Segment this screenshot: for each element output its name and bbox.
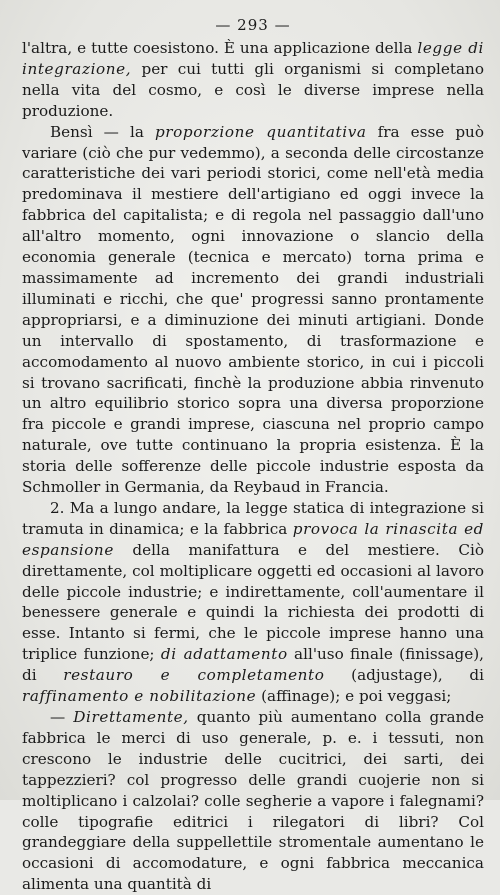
italic-text-run: di adattamento	[160, 645, 288, 664]
italic-text-run: legge di integrazione,	[22, 39, 484, 78]
italic-text-run: proporzione quantitativa	[154, 122, 367, 141]
text-run: l'altra, e tutte coesistono. È una applicazione della	[22, 39, 418, 57]
paragraph	[22, 707, 484, 895]
text-run: Bensì — la	[50, 122, 155, 141]
page-body	[22, 38, 484, 895]
paragraph	[22, 122, 484, 498]
italic-text-run: Direttamente,	[73, 708, 189, 726]
text-run: 2. Ma a lungo andare, la legge statica di integrazione si tramuta in dinamica; e la fabbrica	[22, 498, 484, 538]
italic-text-run: provoca la rinascita ed espansione	[22, 519, 484, 559]
text-run: (affinage); e poi veggasi;	[256, 687, 452, 706]
italic-text-run: raffinamento e nobilitazione	[22, 687, 257, 706]
text-run: fra esse può variare (ciò che pur vedemmo), a seconda delle circostanze caratteristiche dei vari periodi storici, come nell'età media predominava il mestiere dell'artigiano ed oggi invece la fabbrica del capitalista; e di regola nel passaggio dall'uno all'altro momento, ogni innovazione o slancio della economia generale (tecnica e mercato) torna prima e massimamente ad incremento dei grandi industriali illuminati e ricchi, che que' progressi sanno prontamente appropriarsi, e a diminuzione dei minuti artigiani. Donde un intervallo di spostamento, di trasformazione e accomodamento al nuovo ambiente storico, in cui i piccoli si trovano sacrificati, finchè la produzione abbia rinvenuto un altro equilibrio storico sopra una diversa proporzione fra piccole e grandi imprese, ciascuna nel proprio campo naturale, ove tutte continuano la propria esistenza. È la storia delle sofferenze delle piccole industrie esposta da Schmoller in Germania, da Reybaud in Francia.	[22, 122, 484, 497]
text-run: (adjustage), di	[324, 666, 484, 685]
text-run: —	[50, 708, 74, 726]
paragraph	[22, 38, 484, 122]
text-run: quanto più aumentano colla grande fabbrica le merci di uso generale, p. e. i tessuti, non crescono le industrie delle cucitrici, dei sarti, dei tappezzieri? col progresso delle grandi cuojerie non si moltiplicano i calzolai? colle segherie a vapore i falegnami? colle tipografie editrici i rilegatori di libri? Col grandeggiare della suppellettile stromentale aumentano le occasioni di accomodature, e ogni fabbrica meccanica alimenta una quantità di	[22, 708, 485, 894]
text-run: per cui tutti gli organismi si completano nella vita del cosmo, e così le diverse imprese nella produzione.	[22, 59, 484, 120]
italic-text-run: restauro e completamento	[63, 666, 325, 685]
text-run: all'uso finale (finissage), di	[22, 645, 484, 685]
text-run: della manifattura e del mestiere. Ciò direttamente, col moltiplicare oggetti ed occasioni al lavoro delle piccole industrie; e indirettamente, coll'aumentare il benessere generale e quindi la richiesta dei prodotti di esse. Intanto si fermi, che le piccole imprese hanno una triplice funzione;	[22, 540, 484, 664]
page-number-header: — 293 —	[215, 16, 291, 34]
paragraph	[22, 498, 484, 707]
